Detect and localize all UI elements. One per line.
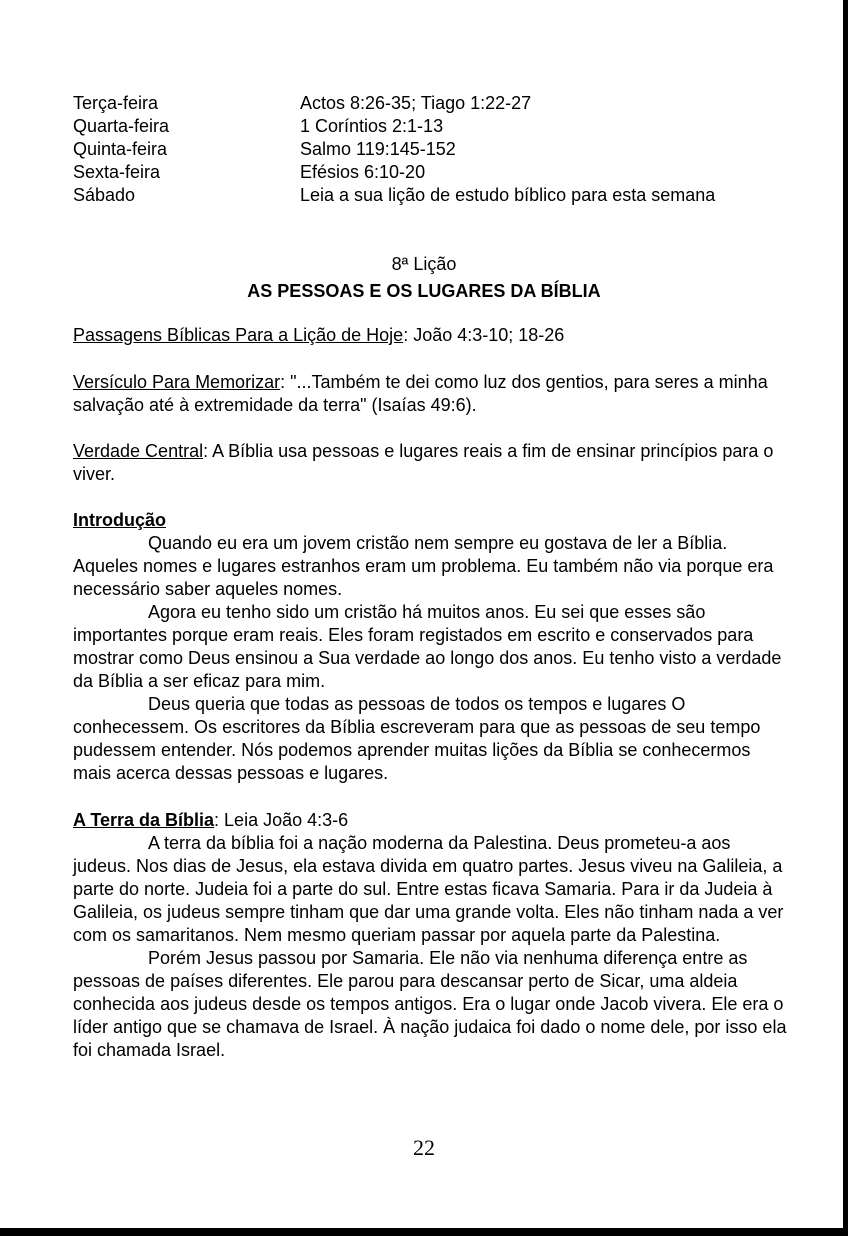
lesson-number: 8ª Lição: [391, 254, 457, 274]
paragraph: Deus queria que todas as pessoas de todos os tempos e lugares O conhecessem. Os escritores da Bíblia escreveram para que as pessoas de seu tempo pudessem entender. Nós podemos aprender muitas lições da Bíblia se conhecermos mais acerca dessas pessoas e lugares.: [73, 694, 761, 783]
introduction-section: [73, 509, 793, 785]
bible-land-reference: : Leia João 4:3-6: [214, 810, 349, 830]
bible-land-heading: A Terra da Bíblia: [73, 810, 215, 830]
schedule-reading: Efésios 6:10-20: [300, 162, 426, 182]
schedule-row: [73, 138, 793, 161]
passages-value: : João 4:3-10; 18-26: [403, 325, 565, 345]
paragraph: A terra da bíblia foi a nação moderna da Palestina. Deus prometeu-a aos judeus. Nos dias de Jesus, ela estava divida em quatro partes. Jesus viveu na Galileia, a parte do norte. Judeia foi a parte do sul. Entre estas ficava Samaria. Para ir da Judeia à Galileia, os judeus sempre tinham que dar uma grande volta. Eles não tinham nada a ver com os samaritanos. Nem mesmo queriam passar por aquela parte da Palestina.: [73, 833, 784, 945]
schedule-reading: Salmo 119:145-152: [300, 139, 456, 159]
central-truth-label: Verdade Central: [73, 441, 204, 461]
schedule-row: [73, 184, 793, 207]
page-edge-border: [843, 0, 848, 1236]
central-truth-text: : A Bíblia usa pessoas e lugares reais a fim de ensinar princípios para o viver.: [73, 441, 774, 484]
paragraph: Agora eu tenho sido um cristão há muitos anos. Eu sei que esses são importantes porque eram reais. Eles foram registados em escrito e conservados para mostrar como Deus ensinou a Sua verdade ao longo dos anos. Eu tenho visto a verdade da Bíblia a ser eficaz para mim.: [73, 602, 782, 691]
bottom-scan-border: [0, 1228, 848, 1236]
memory-verse-text: : "...Também te dei como luz dos gentios, para seres a minha salvação até à extremidade da terra" (Isaías 49:6).: [73, 372, 768, 415]
schedule-reading: Leia a sua lição de estudo bíblico para esta semana: [300, 185, 716, 205]
schedule-day: Terça-feira: [73, 93, 159, 113]
schedule-row: [73, 115, 793, 138]
lesson-title: AS PESSOAS E OS LUGARES DA BÍBLIA: [247, 281, 601, 301]
paragraph: Porém Jesus passou por Samaria. Ele não via nenhuma diferença entre as pessoas de países diferentes. Ele parou para descansar perto de Sicar, uma aldeia conhecida aos judeus desde os tempos antigos. Era o lugar onde Jacob vivera. Ele era o líder antigo que se chamava de Israel. À nação judaica foi dado o nome dele, por isso ela foi chamada Israel.: [73, 948, 787, 1060]
memory-verse-label: Versículo Para Memorizar: [73, 372, 281, 392]
reading-schedule: [73, 92, 793, 207]
central-truth: [73, 440, 793, 486]
bible-passages: [73, 324, 793, 347]
bible-land-heading-line: [73, 809, 793, 832]
schedule-row: [73, 92, 793, 115]
paragraph: Quando eu era um jovem cristão nem sempre eu gostava de ler a Bíblia. Aqueles nomes e lugares estranhos eram um problema. Eu também não via porque era necessário saber aqueles nomes.: [73, 533, 774, 599]
schedule-row: [73, 161, 793, 184]
schedule-day: Sábado: [73, 185, 136, 205]
schedule-day: Quinta-feira: [73, 139, 168, 159]
bible-land-section: [73, 809, 793, 1062]
schedule-reading: Actos 8:26-35; Tiago 1:22-27: [300, 93, 532, 113]
introduction-heading: Introdução: [73, 510, 166, 530]
page-number: 22: [413, 1135, 435, 1160]
schedule-day: Quarta-feira: [73, 116, 170, 136]
schedule-day: Sexta-feira: [73, 162, 161, 182]
memory-verse: [73, 371, 793, 417]
schedule-reading: 1 Coríntios 2:1-13: [300, 116, 444, 136]
passages-label: Passagens Bíblicas Para a Lição de Hoje: [73, 325, 404, 345]
